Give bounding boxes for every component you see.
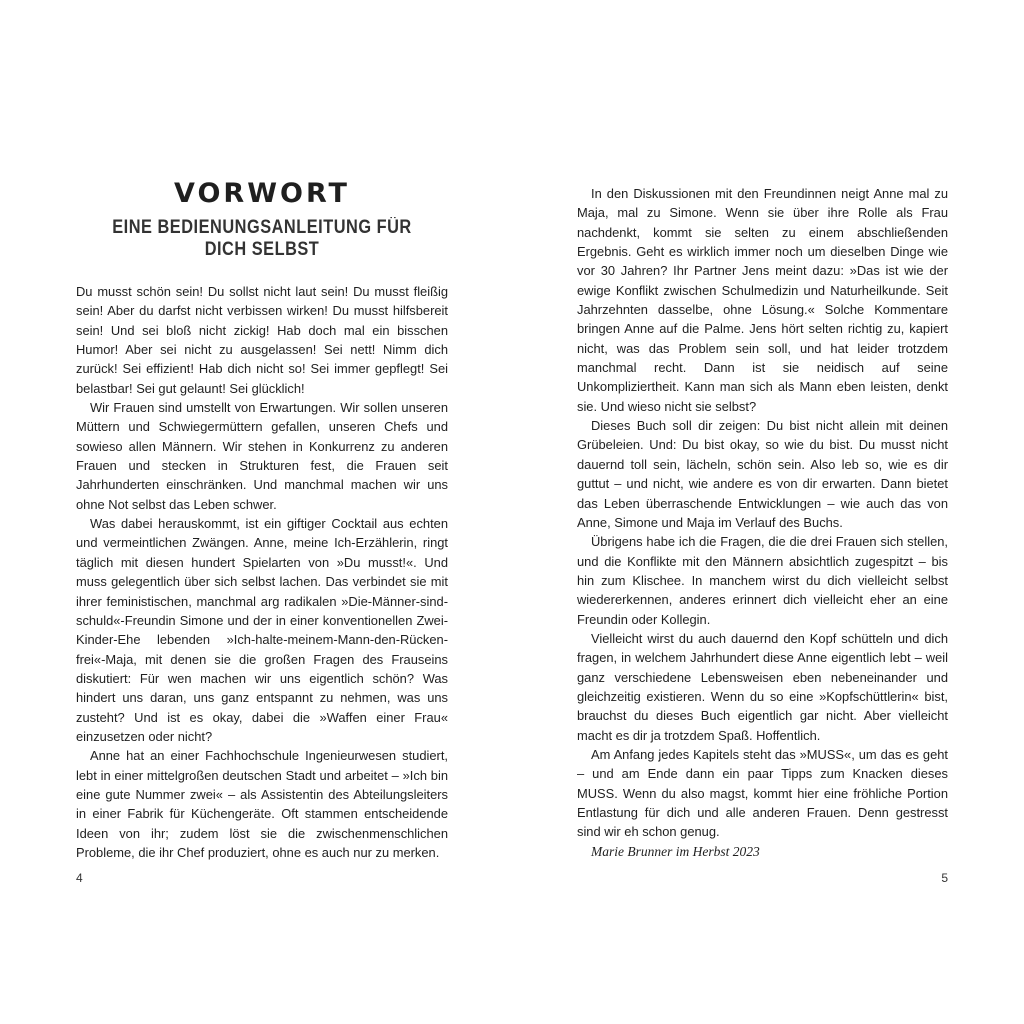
- paragraph: Anne hat an einer Fachhochschule Ingenieurwesen studiert, lebt in einer mittelgroßen deutschen Stadt und arbeitet – »Ich bin eine gute Nummer zwei« – als Assistentin des Abteilungsleiters in einer Fabrik für Küchengeräte. Oft stammen entscheidende Ideen von ihr; zudem löst sie die zwischenmenschlichen Probleme, die ihr Chef produziert, ohne es auch nur zu merken.: [76, 748, 448, 860]
- paragraph: Wir Frauen sind umstellt von Erwartungen. Wir sollen unseren Müttern und Schwiegermüttern gefallen, unseren Chefs und sowieso allen Männern. Wir stehen in Konkurrenz zu anderen Frauen und stecken in Strukturen fest, die Frauen seit Jahrhunderten einschränken. Und manchmal machen wir uns ohne Not selbst das Leben schwer.: [76, 400, 448, 512]
- author-signature: Marie Brunner im Herbst 2023: [591, 843, 760, 859]
- paragraph: In den Diskussionen mit den Freundinnen neigt Anne mal zu Maja, mal zu Simone. Wenn sie über ihre Rolle als Frau nachdenkt, kommt sie selten zu einem abschließenden Ergebnis. Geht es wirklich immer noch um dieselben Dinge wie vor 30 Jahren? Ihr Partner Jens meint dazu: »Das ist wie der ewige Konflikt zwischen Schulmedizin und Naturheilkunde. Seit Jahrzehnten dasselbe, ohne Lösung.« Solche Kommentare bringen Anne auf die Palme. Jens hört selten richtig zu, kapiert nicht, was das Problem sein soll, und hat leider trotzdem manchmal recht. Dann ist sie neidisch auf seine Unkompliziertheit. Kann man sich als Mann eben leisten, denkt sie. Und wieso nicht sie selbst?: [577, 186, 948, 414]
- chapter-title: VORWORT: [174, 178, 350, 209]
- paragraph: Du musst schön sein! Du sollst nicht laut sein! Du musst fleißig sein! Aber du darfst nicht verbissen wirken! Du musst hilfsbereit sein! Und sei bloß nicht zickig! Hab doch mal ein bisschen Humor! Aber sei nicht zu ausgelassen! Sei nett! Nimm dich zurück! Sei effizient! Hab dich nicht so! Sei immer gepflegt! Sei belastbar! Sei gut gelaunt! Sei glücklich!: [76, 284, 448, 396]
- paragraph: Übrigens habe ich die Fragen, die die drei Frauen sich stellen, und die Konflikte mit den Männern absichtlich zugespitzt – bis hin zum Klischee. In manchem wirst du dich vielleicht selbst wiedererkennen, anderes erinnert dich vielleicht eher an eine Freundin oder Kollegin.: [577, 534, 948, 627]
- paragraph: Vielleicht wirst du auch dauernd den Kopf schütteln und dich fragen, in welchem Jahrhundert diese Anne eigentlich lebt – weil ganz verschiedene Lebensweisen eben nebeneinander und gleichzeitig existieren. Wenn du so eine »Kopfschüttlerin« bist, brauchst du dieses Buch eigentlich gar nicht. Aber vielleicht macht es dir ja trotzdem Spaß. Hoffentlich.: [577, 630, 948, 743]
- paragraph: Dieses Buch soll dir zeigen: Du bist nicht allein mit deinen Grübeleien. Und: Du bist okay, so wie du bist. Du musst nicht dauernd toll sein, lächeln, schön sein. Also leb so, wie es dir guttut – und nicht, wie andere es von dir erwarten. Dann bietet das Leben überraschende Entwicklungen – wie auch das von Anne, Simone und Maja im Verlauf des Buchs.: [577, 418, 948, 530]
- right-body-text: [577, 184, 948, 862]
- page-number-left: 4: [76, 871, 83, 885]
- page-number-right: 5: [941, 871, 948, 885]
- chapter-subtitle: EINE BEDIENUNGSANLEITUNG FÜR DICH SELBST: [112, 217, 412, 260]
- paragraph: Am Anfang jedes Kapitels steht das »MUSS«, um das es geht – und am Ende dann ein paar Tipps zum Knacken dieses MUSS. Wenn du also magst, kommt hier eine fröhliche Portion Entlastung für dich und alle anderen Frauen. Denn gestresst sind wir eh schon genug.: [577, 746, 948, 840]
- paragraph: Was dabei herauskommt, ist ein giftiger Cocktail aus echten und vermeintlichen Zwängen. Anne, meine Ich-Erzählerin, ringt täglich mit diesen hundert Spielarten von »Du musst!«. Und muss gelegentlich über sich selbst lachen. Das verbindet sie mit ihrer feministischen, manchmal arg radikalen »Die-Männer-sind-schuld«-Freundin Simone und der in einer konventionellen Zwei-Kinder-Ehe lebenden »Ich-halte-meinem-Mann-den-Rücken-frei«-Maja, mit denen sie die großen Fragen des Frauseins diskutiert: Für wen machen wir uns eigentlich schön? Was hindert uns daran, uns ganz entspannt zu nehmen, was uns zusteht? Und ist es okay, dabei die »Waffen einer Frau« einzusetzen oder nicht?: [76, 516, 448, 744]
- left-body-text: [76, 282, 448, 862]
